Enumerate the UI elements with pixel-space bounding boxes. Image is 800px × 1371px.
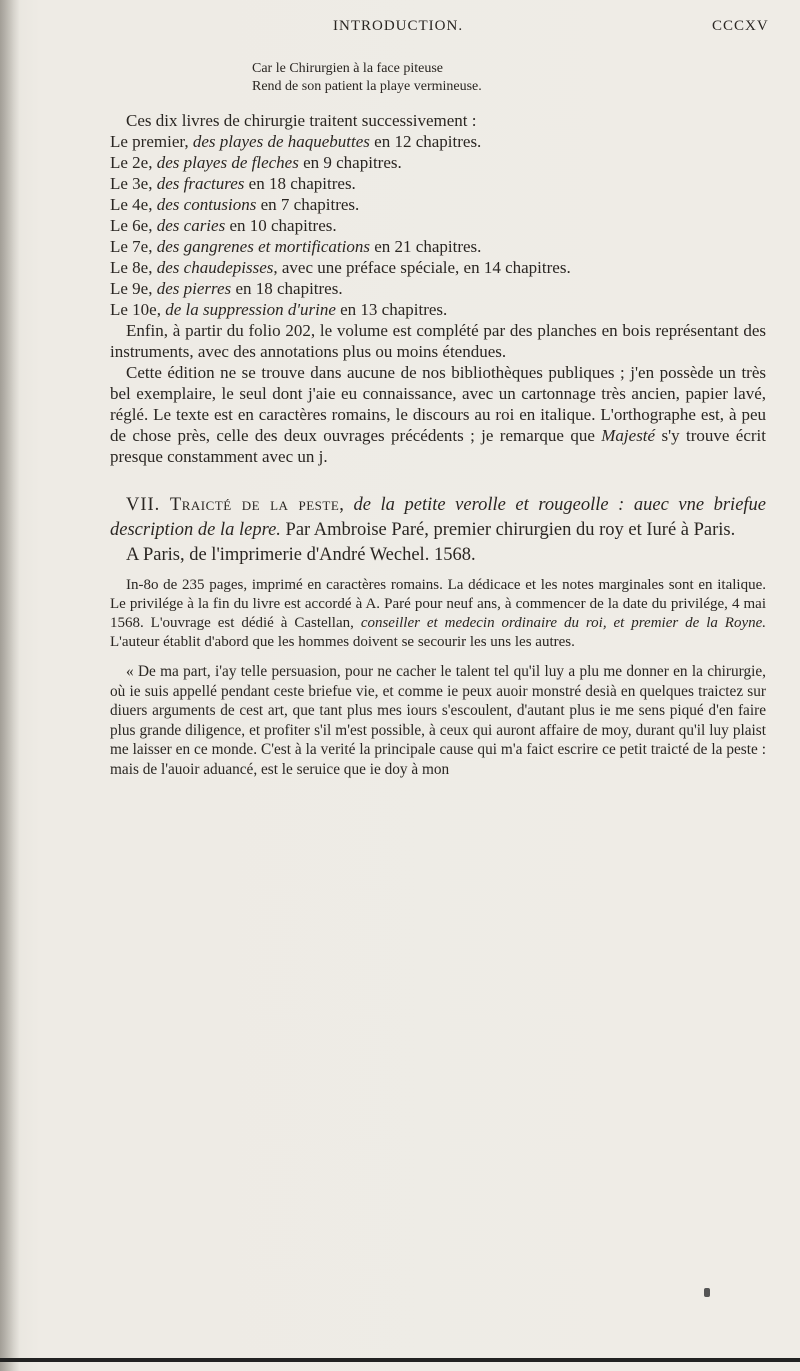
entry-description: In-8o de 235 pages, imprimé en caractères romains. La dédicace et les notes marginales sont en italique. Le privilége à la fin du livre est accordé à A. Paré pour neuf ans, à commencer de la date du privilége, 4 mai 1568. L'ouvrage est dédié à Castellan, conseiller et medecin ordinaire du roi, et premier de la Royne. L'auteur établit d'abord que les hommes doivent se secourir les uns les autres. — [110, 577, 767, 650]
list-item: Le 9e, des pierres en 18 chapitres. — [110, 279, 343, 298]
page-number: CCCXV — [712, 18, 769, 34]
spine-shadow — [0, 0, 20, 1371]
page-header — [0, 12, 800, 36]
ink-mark — [704, 1288, 710, 1297]
entry-publication: A Paris, de l'imprimerie d'André Wechel. 1568. — [126, 545, 476, 565]
books-list — [110, 131, 766, 320]
list-item: Le 6e, des caries en 10 chapitres. — [110, 216, 337, 235]
list-item: Le 4e, des contusions en 7 chapitres. — [110, 195, 360, 214]
list-item: Le 8e, des chaudepisses, avec une préface spéciale, en 14 chapitres. — [110, 258, 571, 277]
verse-line: Rend de son patient la playe vermineuse. — [252, 79, 482, 94]
verse-quotation — [252, 60, 766, 96]
dedication-quotation: « De ma part, i'ay telle persuasion, pour ne cacher le talent tel qu'il luy a plu me donner en la chirurgie, où ie suis appellé pendant ceste briefue vie, et comme ie peux auoir monstré desià en quelques traictez sur diuers arguments de cest art, que tant plus mes iours s'escoulent, d'autant plus ie me sens piqué d'en faire plus grande diligence, et profiter s'il m'est possible, à ceux qui auront affaire de moy, durant qu'il luy plaist me laisser en ce monde. C'est à la verité la principale cause qui m'a faict escrire ce petit traicté de la peste : mais de l'auoir aduancé, est le seruice que ie doy à mon — [110, 663, 766, 778]
books-intro: Ces dix livres de chirurgie traitent successivement : — [126, 111, 477, 130]
list-item: Le 2e, des playes de fleches en 9 chapitres. — [110, 153, 402, 172]
verse-line: Car le Chirurgien à la face piteuse — [252, 61, 443, 76]
edition-paragraph: Cette édition ne se trouve dans aucune de nos bibliothèques publiques ; j'en possède un très bel exemplaire, le seul dont j'aie eu connaissance, avec un cartonnage très ancien, papier lavé, réglé. Le texte est en caractères romains, le discours au roi en italique. L'orthographe est, à peu de chose près, celle des deux ouvrages précédents ; je remarque que Majesté s'y trouve écrit presque constamment avec un j. — [110, 363, 766, 466]
list-item: Le 10e, de la suppression d'urine en 13 chapitres. — [110, 300, 448, 319]
plates-paragraph: Enfin, à partir du folio 202, le volume est complété par des planches en bois représentant des instruments, avec des annotations plus ou moins étendues. — [110, 321, 766, 361]
running-head: INTRODUCTION. — [333, 18, 464, 34]
list-item: Le premier, des playes de haquebuttes en 12 chapitres. — [110, 132, 482, 151]
list-item: Le 3e, des fractures en 18 chapitres. — [110, 174, 356, 193]
page-body — [110, 60, 766, 794]
list-item: Le 7e, des gangrenes et mortifications en 21 chapitres. — [110, 237, 482, 256]
entry-heading: VII. Traicté de la peste, de la petite verolle et rougeolle : auec vne briefue description de la lepre. Par Ambroise Paré, premier chirurgien du roy et Iuré à Paris. — [110, 495, 767, 540]
bottom-rule — [0, 1358, 800, 1362]
